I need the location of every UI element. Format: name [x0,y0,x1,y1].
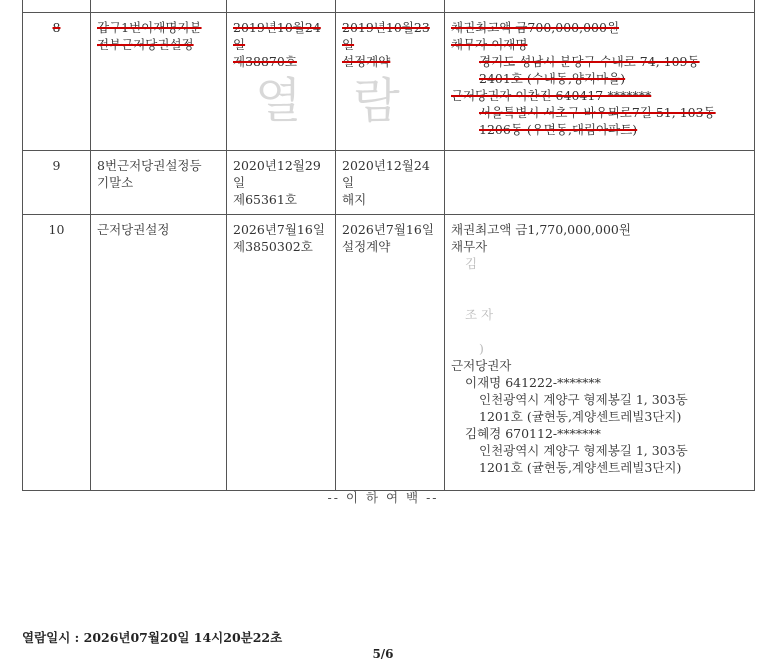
watermark: 열람 [255,73,452,129]
detail-line: 채무자 이재명 [451,37,528,52]
detail-line: 1201호 (귤현동,계양센트레빌3단지) [479,409,682,424]
holder-and-details [445,215,755,491]
detail-line: 경기도 성남시 분당구 수내로 74, 109동 [479,54,700,69]
detail-line: 채무자 [451,239,488,254]
detail-line [451,323,748,340]
detail-line [451,289,748,306]
registry-table [22,0,755,491]
receipt: 2026년7월16일 제3850302호 [227,215,336,491]
registration-purpose: 8번근저당권설정등 기말소 [91,151,227,215]
registration-cause: 2026년7월16일 설정계약 [336,215,445,491]
registration-purpose: 갑구1번이재명지분 전부근저당권설정 [91,13,227,151]
detail-line: 김 [465,256,478,271]
detail-line: ) [479,341,484,356]
detail-line: 인천광역시 계양구 형제봉길 1, 303동 [479,392,688,407]
registration-cause: 2020년12월24일 해지 [336,151,445,215]
registration-purpose: 근저당권설정 [91,215,227,491]
registration-cause: 2019년10월23일 설정계약 [336,13,445,151]
detail-line: 인천광역시 계양구 형제봉길 1, 303동 [479,443,688,458]
registry-row [23,13,755,151]
page-number: 5/6 [372,647,394,661]
detail-line: 근저당권자 이찬진 640417-******* [451,88,652,103]
detail-line: 조 자 [465,307,494,322]
detail-line: 2401호 (수내동,양지마을) [479,71,626,86]
view-datetime: 열람일시 : 2026년07월20일 14시20분22초 [22,630,283,645]
detail-line [451,272,748,289]
rank-number: 10 [23,215,91,491]
receipt: 2019년10월24일 제38870호 [227,13,336,151]
detail-line: 1201호 (귤현동,계양센트레빌3단지) [479,460,682,475]
detail-line: 1206동 (우면동,대림아파트) [479,122,638,137]
registry-row [23,215,755,491]
end-mark: -- 이 하 여 백 -- [327,490,439,505]
detail-line: 채권최고액 금700,000,000원 [451,20,620,35]
registry-row [23,151,755,215]
detail-line: 김혜경 670112-******* [465,426,601,441]
detail-line: 이재명 641222-******* [465,375,601,390]
detail-line: 근저당권자 [451,358,512,373]
detail-line: 서울특별시 서초구 바우뫼로7길 51, 103동 [479,105,716,120]
rank-number: 9 [23,151,91,215]
holder-and-details [445,151,755,215]
holder-and-details [445,13,755,151]
receipt: 2020년12월29일 제65361호 [227,151,336,215]
header-stub-row [23,0,755,13]
detail-line: 채권최고액 금1,770,000,000원 [451,222,631,237]
rank-number: 8 [23,13,91,151]
